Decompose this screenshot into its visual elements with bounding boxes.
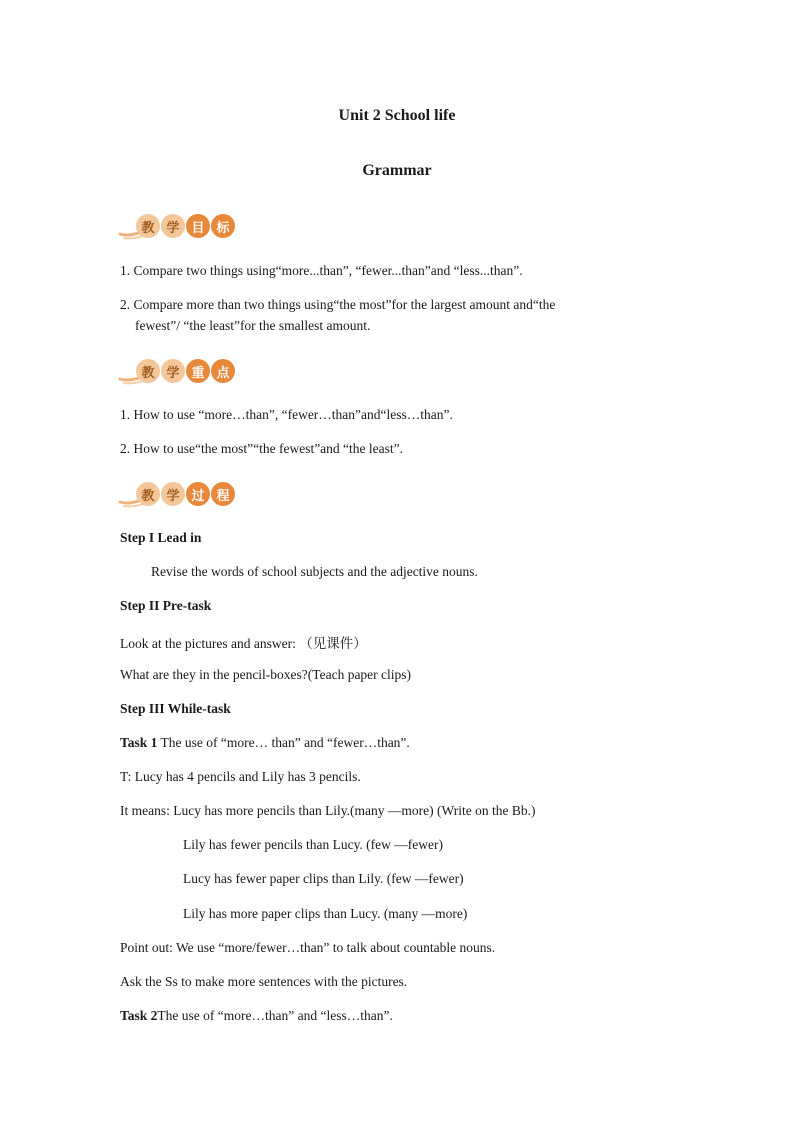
step-2-line-2: What are they in the pencil-boxes?(Teach paper clips) (120, 667, 412, 682)
section-badge-objectives (118, 212, 228, 242)
step-1-text: Revise the words of school subjects and the adjective nouns. (151, 564, 478, 579)
example-sentence-1: Lily has fewer pencils than Lucy. (few —fewer) (183, 837, 444, 852)
example-sentence-2: Lucy has fewer paper clips than Lily. (few —fewer) (183, 871, 464, 886)
step-3-heading: Step III While-task (120, 701, 231, 716)
objective-item-1: 1. Compare two things using“more...than”, “fewer...than”and “less...than”. (120, 263, 523, 278)
task-1-line (120, 735, 410, 751)
teacher-line: T: Lucy has 4 pencils and Lily has 3 pencils. (120, 769, 361, 784)
badge-char: 学 (161, 359, 185, 383)
badge-char: 标 (211, 214, 235, 238)
step-2-heading: Step II Pre-task (120, 598, 212, 613)
task-2-label: Task 2 (120, 1008, 158, 1023)
page-title: Unit 2 School life (338, 107, 456, 124)
badge-char: 过 (186, 482, 210, 506)
point-out-line: Point out: We use “more/fewer…than” to talk about countable nouns. (120, 940, 496, 955)
badge-char: 学 (161, 214, 185, 238)
badge-char: 程 (211, 482, 235, 506)
means-line: It means: Lucy has more pencils than Lily.(many —more) (Write on the Bb.) (120, 803, 536, 818)
objective-item-2: 2. Compare more than two things using“the most”for the largest amount and“the (120, 297, 556, 312)
badge-char: 教 (136, 482, 160, 506)
badge-char: 教 (136, 359, 160, 383)
badge-char: 教 (136, 214, 160, 238)
key-point-1: 1. How to use “more…than”, “fewer…than”and“less…than”. (120, 407, 453, 422)
badge-char: 学 (161, 482, 185, 506)
task-1-label: Task 1 (120, 735, 158, 750)
badge-char: 重 (186, 359, 210, 383)
example-sentence-3: Lily has more paper clips than Lucy. (many —more) (183, 906, 468, 921)
task-1-text: The use of “more… than” and “fewer…than”. (157, 735, 410, 750)
task-2-line (120, 1008, 393, 1024)
ask-line: Ask the Ss to make more sentences with the pictures. (120, 974, 408, 989)
badge-char: 目 (186, 214, 210, 238)
step-1-heading: Step I Lead in (120, 530, 202, 545)
task-2-text: The use of “more…than” and “less…than”. (157, 1008, 393, 1023)
badge-char: 点 (211, 359, 235, 383)
page-subtitle: Grammar (362, 162, 432, 179)
step-2-line-1: Look at the pictures and answer: （见课件） (120, 636, 367, 651)
section-badge-key-points (118, 357, 228, 387)
section-badge-process (118, 480, 228, 510)
key-point-2: 2. How to use“the most”“the fewest”and “the least”. (120, 441, 404, 456)
objective-item-2-cont: fewest”/ “the least”for the smallest amount. (135, 318, 371, 333)
